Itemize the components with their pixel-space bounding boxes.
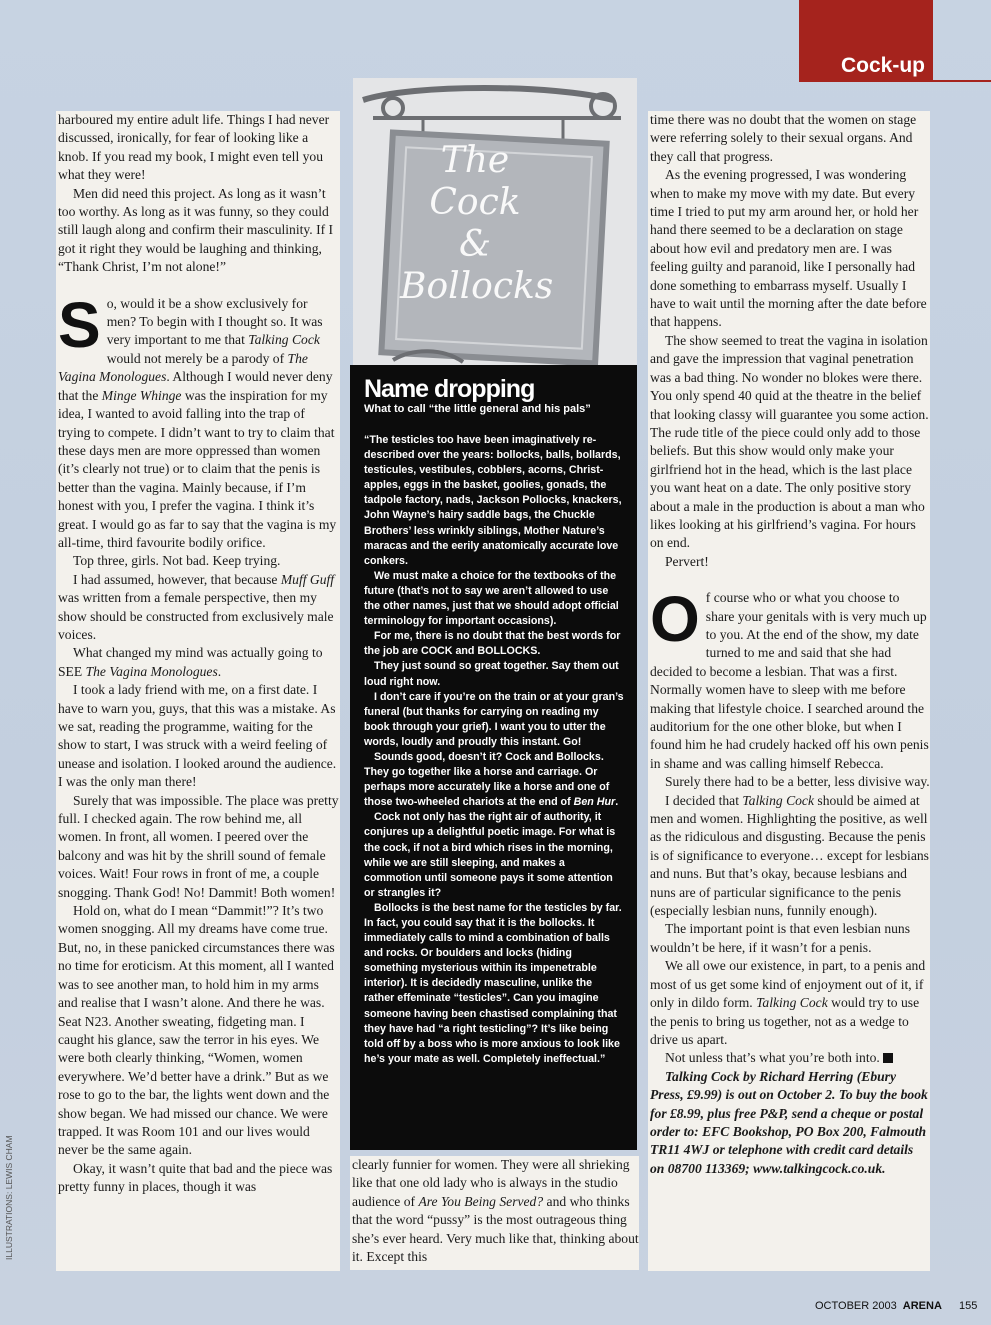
sign-lettering: [400, 140, 554, 308]
text-run: should be aimed at men and women. Highlighting the positive, as well as the ridiculous and disgusting. Because the penis is of significance to everyone… except for lesbians and nuns. But that’s okay, because lesbians and nuns are of particular significance to the penis (especially lesbian nuns, funnily enough).: [650, 792, 929, 919]
sidebar-paragraph: They just sound so great together. Say them out loud right now.: [364, 660, 619, 688]
body-paragraph: [58, 644, 340, 681]
film-title: Ben Hur: [573, 796, 616, 809]
body-paragraph: I took a lady friend with me, on a first date. I have to warn you, guys, that this was a mistake. As we sat, reading the programme, waiting for the show to start, I was struck with a weird feeling of unease and isolation. I looked around the audience. I was the only man there!: [58, 682, 337, 790]
body-paragraph: [650, 583, 930, 773]
title-run: Talking Cock: [248, 332, 320, 348]
title-run: The Vagina Monologues: [58, 350, 308, 385]
issue-date: OCTOBER 2003: [815, 1300, 897, 1312]
section-tab: [799, 0, 933, 80]
sidebar-paragraph: We must make a choice for the textbooks of the future (that’s not to say we aren’t allowed to use the other names, just that we should adopt official terminology for important occasions).: [364, 569, 619, 628]
body-paragraph: As the evening progressed, I was wondering when to make my move with my date. But every time I tried to put my arm around her, or hold her hand there seemed to be a declaration on stage about how evil and predatory men are. I was feeling guilty and paranoid, like I personally had done something to embarrass myself. Usually I have to wait until the morning after the date before that happens.: [650, 167, 927, 330]
text-run: I decided that: [665, 792, 743, 808]
body-paragraph: Pervert!: [665, 553, 709, 569]
article-column-left: [56, 111, 340, 1271]
body-paragraph: [650, 1049, 930, 1067]
sidebar-title: Name dropping: [364, 375, 535, 403]
sign-word-1: The: [440, 140, 510, 181]
page-footer: [815, 1300, 977, 1312]
sidebar-body: [364, 433, 624, 1067]
body-paragraph: Hold on, what do I mean “Dammit!”? It’s two women snogging. All my dreams have come true. But, no, in these panicked circumstances there was no time for eroticism. At this moment, all I wanted was to see another man, to hold him in my arms and realise that I wasn’t alone. And there he was. Seat N23. Another sweating, fidgeting man. I caught his glance, saw the terror in his eyes. We were both clearly thinking, “Women, women everywhere. We’d better have a drink.” But as we rose to go to the bar, the lights went down and the show began. We had missed our chance. We were trapped. It was Room 101 and our lives would never be the same again.: [58, 903, 335, 1158]
magazine-name: ARENA: [902, 1300, 942, 1312]
text-run: We all owe our existence, in part, to a penis and most of us get some kind of enjoyment out of it, if only in dildo form.: [650, 958, 926, 1011]
title-run: Talking Cock: [756, 995, 828, 1011]
text-run: I had assumed, however, that because: [73, 571, 281, 587]
illustration-credit: ILLUSTRATIONS: LEWIS CHAM: [4, 1135, 14, 1260]
text-run: .: [615, 796, 619, 809]
sign-word-3: Bollocks: [400, 266, 554, 307]
body-paragraph: time there was no doubt that the women on stage were referring solely to their sexual organs. And they call that progress.: [650, 112, 917, 164]
title-run: Muff Guff: [280, 571, 335, 587]
drop-cap: S: [58, 288, 101, 361]
sign-ampersand: &: [458, 224, 492, 265]
page-number: 155: [958, 1300, 978, 1312]
body-paragraph: harboured my entire adult life. Things I had never discussed, ironically, for fear of looking like a knob. If you read my book, I might even tell you what they were!: [58, 112, 330, 183]
text-run: and who thinks that the word “pussy” is the most outrageous thing she’s ever heard. Very much like that, thinking about it. Except this: [352, 1193, 639, 1265]
text-run: What changed my mind was actually going to SEE: [58, 645, 323, 679]
body-paragraph: Surely there had to be a better, less divisive way.: [665, 774, 930, 790]
sign-word-2: Cock: [429, 182, 521, 223]
body-paragraph: Okay, it wasn’t quite that bad and the piece was pretty funny in places, though it was: [58, 1160, 333, 1195]
body-paragraph: The show seemed to treat the vagina in isolation and gave the impression that vaginal penetration was a bad thing. No wonder no blokes were there. You only spend 40 quid at the theatre in the belief that looking classy will guarantee you some action. The rude title of the piece could only add to those beliefs. But this show would only make your girlfriend hot in the head, which is the last place you want heat on a date. The only positive story about a male in the production is about a man who likes looking at his girlfriend’s vagina. For hours on end.: [650, 332, 929, 551]
sidebar-paragraph: [364, 750, 624, 810]
article-column-middle: [350, 1156, 639, 1270]
body-paragraph: Surely that was impossible. The place was pretty full. I checked again. The row behind me, all women. In front, all women. I peered over the balcony and was hit by the shrill sound of female voices. Wait! Four rows in front of me, a couple snogging. Thank God! No! Dammit! Both women!: [58, 792, 339, 900]
sidebar-paragraph: Cock not only has the right air of authority, it conjures up a delightful poetic image. For what is the cock, if not a bird which rises in the morning, while we are still sleeping, and makes a commotion until someone pays it some attention or strangles it?: [364, 811, 616, 899]
title-run: Talking Cock: [742, 792, 814, 808]
book-credit: Talking Cock by Richard Herring (Ebury Press, £9.99) is out on October 2. To buy the book for £8.99, plus free P&P, send a cheque or postal order to: EFC Bookshop, PO Box 200, Falmouth TR11 4WJ or telephone with credit card details on 08700 113369; www.talkingcock.co.uk.: [650, 1068, 928, 1176]
text-run: Sounds good, doesn’t it? Cock and Bollocks. They go together like a horse and carriage. Or perhaps more accurately like a horse and one of those two-wheeled chariots at the end of: [364, 750, 610, 809]
section-label: Cock-up: [841, 54, 925, 77]
text-run: o, would it be a show exclusively for men? To begin with I thought so. It was very important to me that: [106, 295, 323, 348]
text-run: was the inspiration for my idea, I wanted to avoid falling into the trap of trying to compete. I didn’t want to try to claim that these days men are more oppressed than women (it’s clearly not true) or to claim that the penis is better than the vagina. Mainly because, if I’m honest with you, I prefer the vagina. I think it’s great. I would go as far to say that the vagina is my all-time, third favourite bodily orifice.: [58, 387, 337, 550]
end-square-icon: [883, 1053, 893, 1063]
text-run: was written from a female perspective, then my show should be constructed from exclusively male voices.: [58, 590, 334, 642]
body-paragraph: [650, 792, 930, 921]
body-paragraph: [650, 957, 930, 1049]
drop-cap: O: [650, 583, 700, 656]
sidebar-paragraph: I don’t care if you’re on the train or at your gran’s funeral (but thanks for carrying on reading my book through your grief). I want you to utter the words, loudly and proudly this instant. Go!: [364, 690, 624, 748]
text-run: . Although I would never deny that the: [58, 369, 333, 403]
body-paragraph: [58, 571, 340, 645]
body-paragraph: Top three, girls. Not bad. Keep trying.: [73, 553, 281, 569]
text-run: would try to use the penis to bring us together, not as a wedge to drive us apart.: [650, 995, 920, 1047]
body-paragraph: [58, 288, 340, 553]
sidebar-paragraph: “The testicles too have been imaginatively re-described over the years: bollocks, balls, bollards, testicules, vestibules, cobblers, acorns, Christ-apples, eggs in the basket, goolies, gonads, the tadpole factory, nads, Jackson Pollocks, knackers, John Wayne’s hairy saddle bags, the Chuckle Brothers’ less wrinkly siblings, Mother Nature’s maracas and the eerily anatomically accurate love conkers.: [364, 434, 622, 567]
title-run: Minge Whinge: [101, 387, 182, 403]
sidebar-paragraph: Bollocks is the best name for the testicles by far. In fact, you could say that it is the bollocks. It immediately calls to mind a combination of balls and rocks. Or boulders and locks (hiding something mysterious within its impenetrable interior). It is decidedly masculine, unlike the rather effeminate “testicles”. Can you imagine someone having been chastised complaining that they have had “a right testicling”? It’s like being told off by a boss who is more anxious to look like he’s your mate as well. Completely ineffectual.”: [364, 901, 622, 1065]
body-paragraph: Men did need this project. As long as it wasn’t too worthy. As long as it was funny, so they could still laugh along and confirm their masculinity. If I got it right they would be laughing and thinking, “Thank Christ, I’m not alone!”: [58, 185, 334, 275]
title-run: The Vagina Monologues: [85, 663, 218, 679]
text-run: would not merely be a parody of: [106, 350, 288, 366]
section-rule: [799, 80, 991, 82]
sidebar-paragraph: For me, there is no doubt that the best words for the job are COCK and BOLLOCKS.: [364, 630, 621, 658]
text-run: Not unless that’s what you’re both into.: [665, 1050, 880, 1066]
body-paragraph: The important point is that even lesbian nuns wouldn’t be here, if it wasn’t for a penis.: [650, 921, 911, 955]
article-column-right: [648, 111, 930, 1271]
text-run: clearly funnier for women. They were all shrieking like that one old lady who is always in the studio audience of: [352, 1157, 630, 1209]
sidebar-subtitle: What to call “the little general and his pals”: [364, 403, 591, 415]
text-run: .: [217, 663, 222, 679]
body-paragraph: [352, 1156, 639, 1266]
text-run: f course who or what you choose to share your genitals with is very much up to you. At the end of the show, my date turned to me and said that she had decided to become a lesbian. That was a first. Normally women have to sleep with me before making that lifestyle choice. I searched around the auditorium for the one other bloke, but when I found him he had crudely hacked off his own penis in shame and was calling himself Rebecca.: [650, 590, 929, 771]
title-run: Are You Being Served?: [418, 1193, 544, 1209]
